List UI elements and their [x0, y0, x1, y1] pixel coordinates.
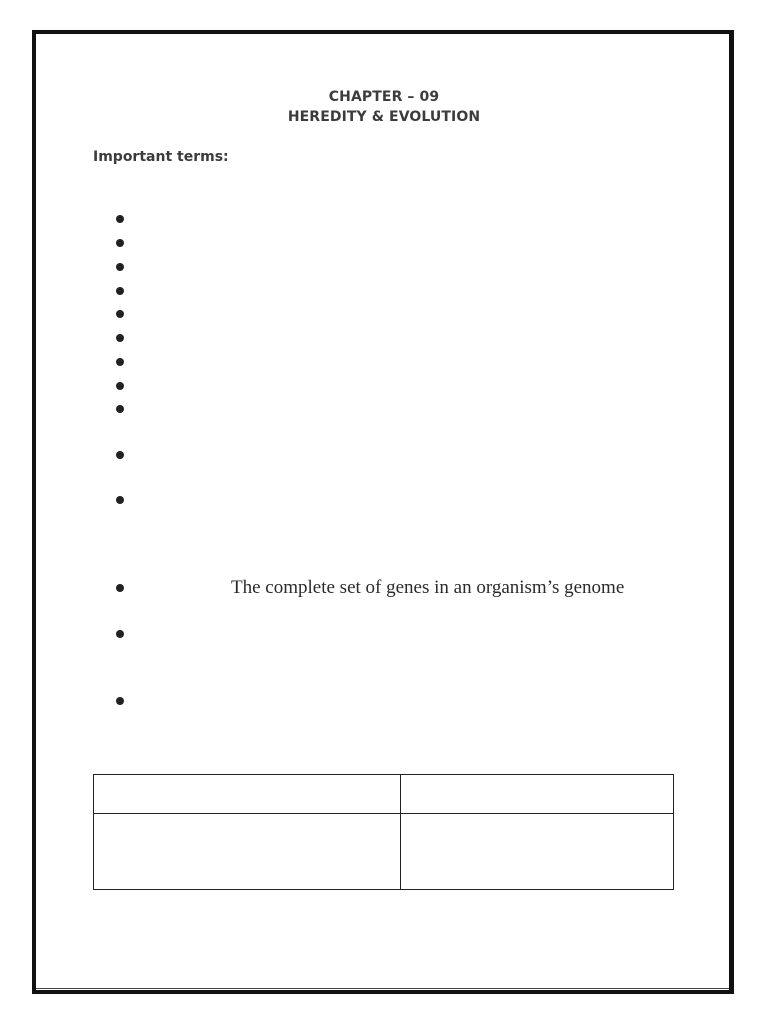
bullet-point [116, 334, 124, 342]
page-border-inner-line [36, 988, 729, 989]
chapter-subject: HEREDITY & EVOLUTION [287, 109, 481, 125]
bullet-point [116, 310, 124, 318]
table-row [94, 814, 674, 890]
genome-definition-text: The complete set of genes in an organism’s genome [231, 577, 625, 598]
section-heading: Important terms: [93, 149, 229, 165]
comparison-table [93, 774, 674, 890]
bullet-point [116, 496, 124, 504]
bullet-point [116, 263, 124, 271]
bullet-point [116, 239, 124, 247]
bullet-point [116, 382, 124, 390]
bullet-point [116, 584, 124, 592]
chapter-title: CHAPTER – 09 [328, 89, 440, 105]
table-cell [401, 814, 674, 890]
table-cell [94, 775, 401, 814]
bullet-point [116, 630, 124, 638]
table-row [94, 775, 674, 814]
bullet-point [116, 697, 124, 705]
bullet-point [116, 215, 124, 223]
bullet-point [116, 358, 124, 366]
bullet-point [116, 405, 124, 413]
bullet-point [116, 451, 124, 459]
table-cell [401, 775, 674, 814]
table-cell [94, 814, 401, 890]
bullet-point [116, 287, 124, 295]
